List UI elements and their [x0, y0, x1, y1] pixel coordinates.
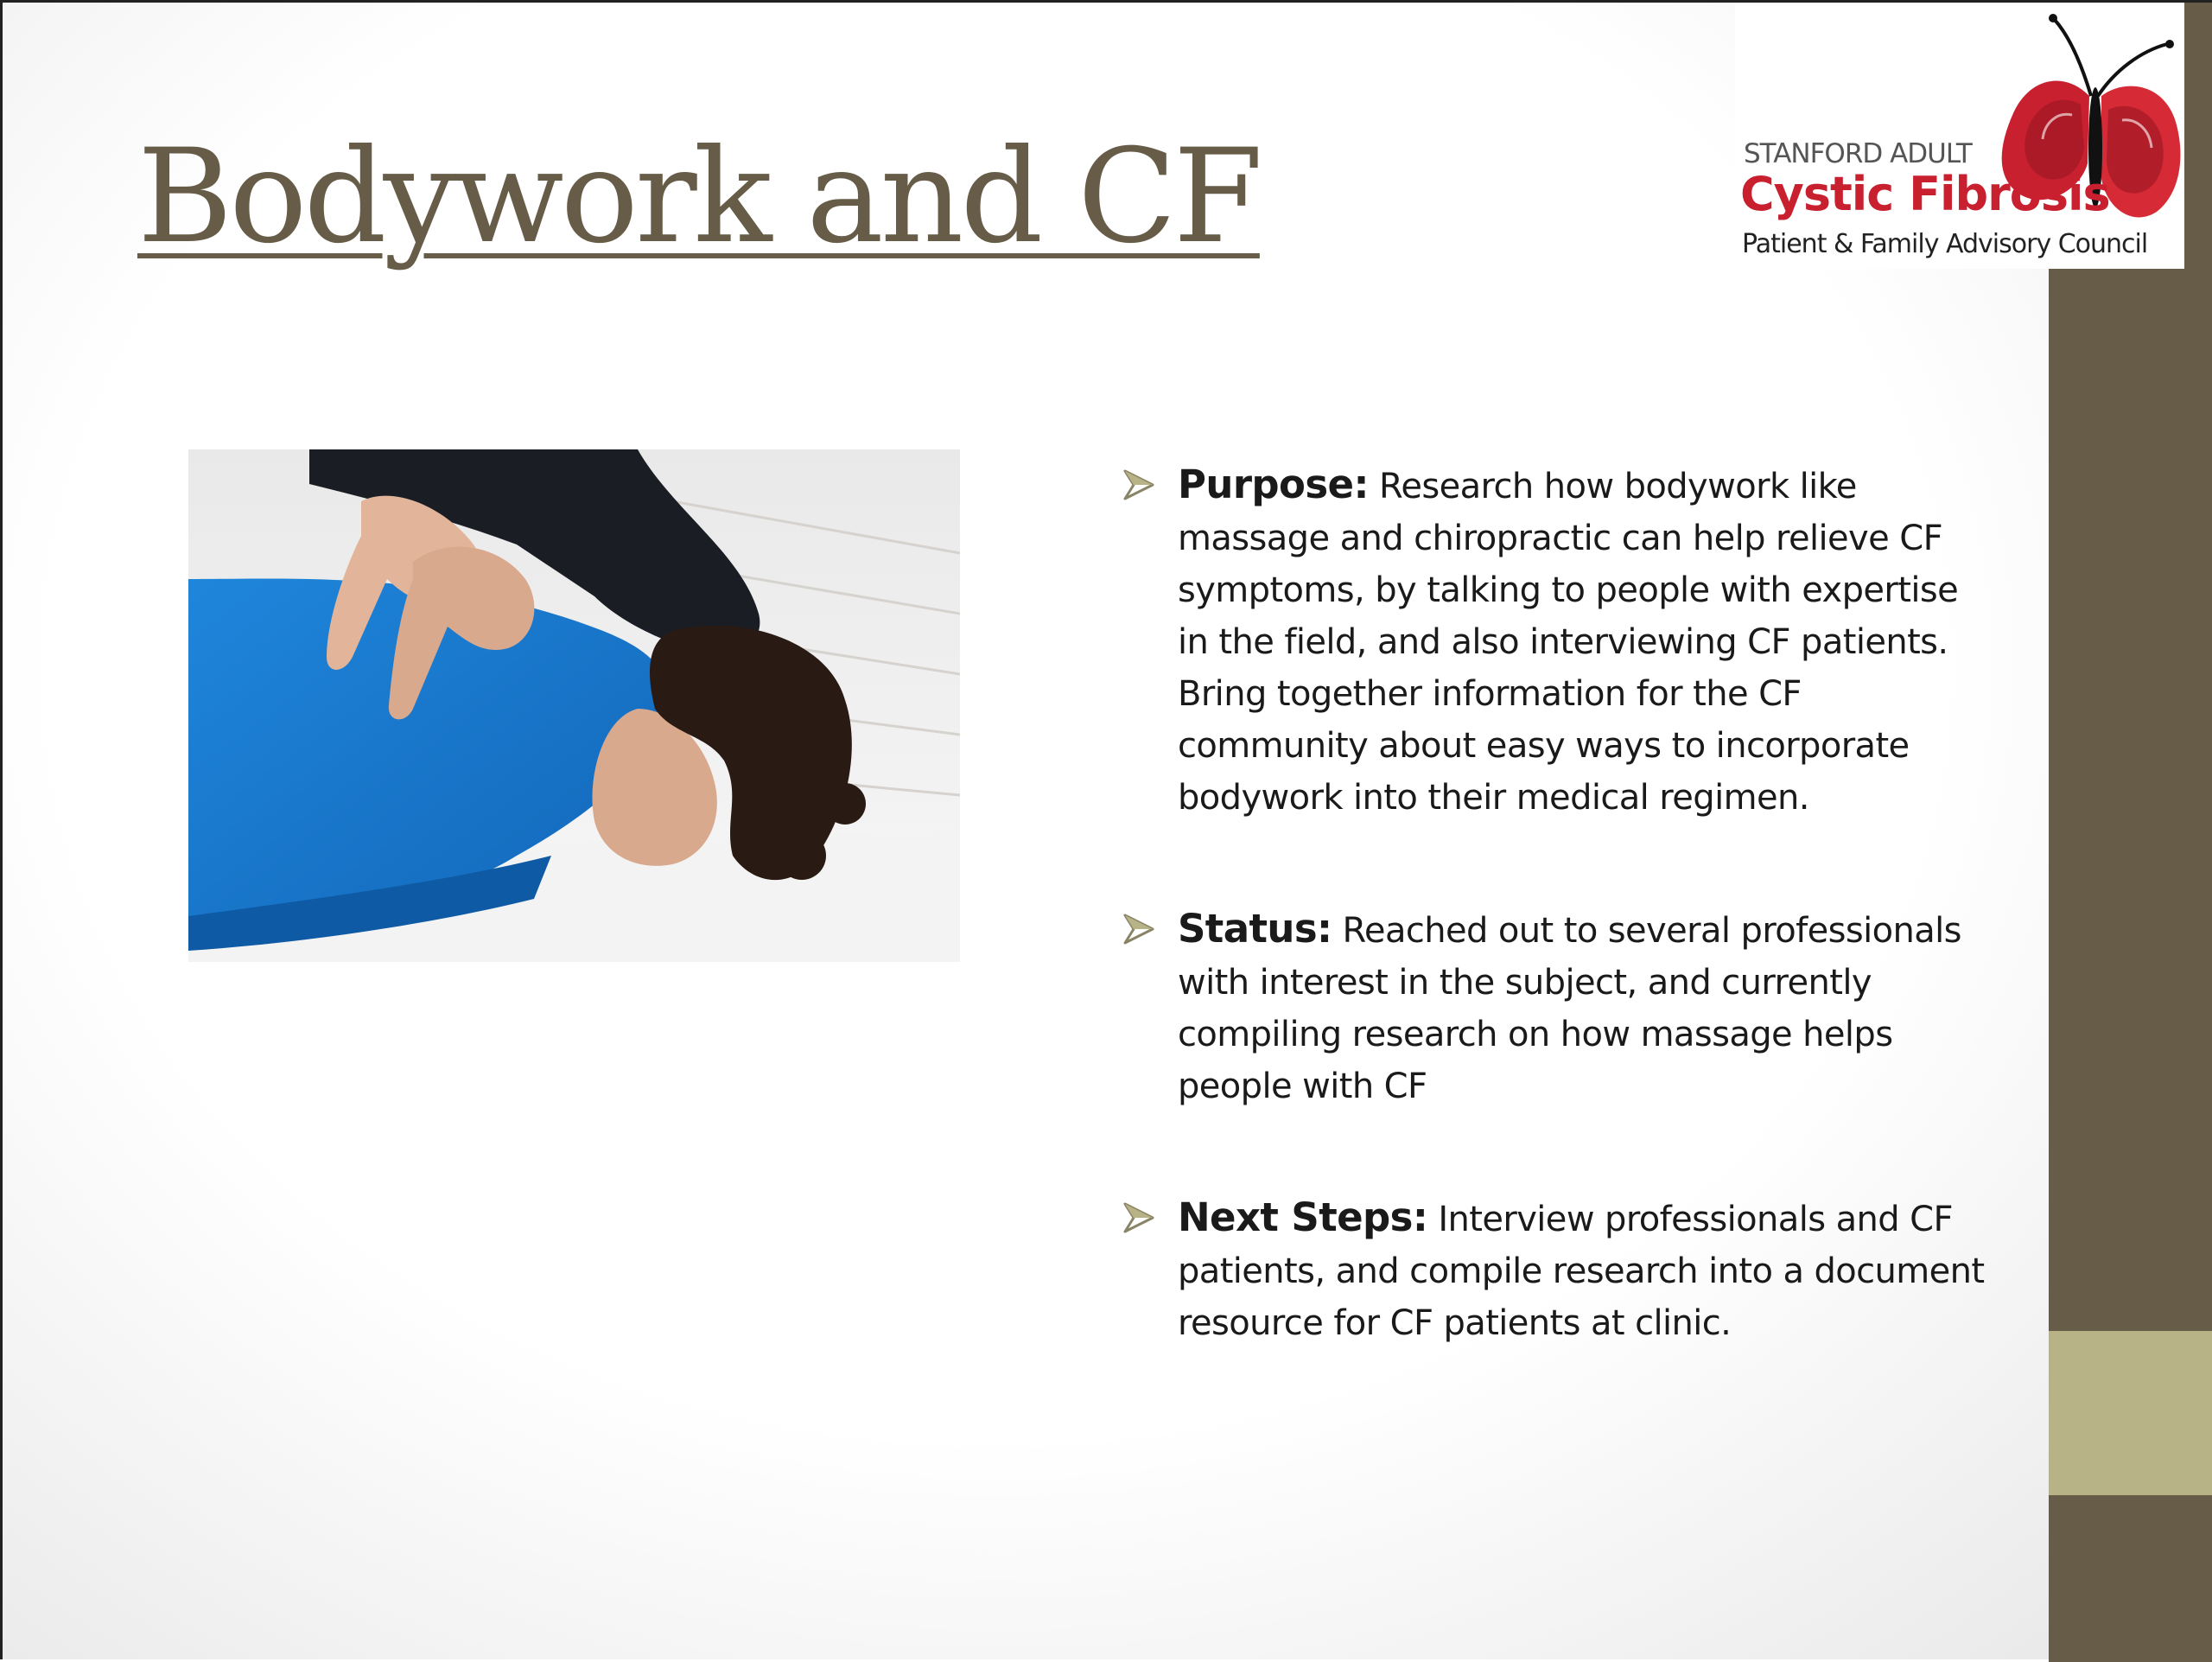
arrowhead-bullet-icon — [1122, 1200, 1156, 1235]
logo — [1735, 3, 2184, 269]
bullet-label-purpose: Purpose: — [1178, 462, 1369, 507]
massage-photo — [188, 449, 960, 962]
bullet-text-purpose: Research how bodywork like massage and chiropractic can help relieve CF symptoms, by talking to people with expertise in the field, and also interviewing CF patients. Bring together information for the CF community about easy ways to incorporate bodywork into their medical regimen. — [1178, 467, 1959, 818]
bullet-text-status: Reached out to several professionals with interest in the subject, and currently compiling research on how massage helps people with CF — [1178, 911, 1961, 1106]
bullet-purpose — [1122, 459, 1986, 824]
bullet-list — [1122, 459, 1986, 1349]
slide-title: Bodywork and CF — [137, 122, 1260, 272]
bullet-text-next-steps: Interview professionals and CF patients, and compile research into a document resource for CF patients at clinic. — [1178, 1200, 1985, 1343]
arrowhead-bullet-icon — [1122, 468, 1156, 502]
bullet-label-status: Status: — [1178, 906, 1332, 952]
logo-line-stanford-adult: STANFORD ADULT — [1744, 138, 1972, 169]
massage-illustration — [188, 449, 960, 962]
arrowhead-bullet-icon — [1122, 912, 1156, 946]
bullet-next-steps — [1122, 1192, 1986, 1349]
bullet-label-next-steps: Next Steps: — [1178, 1194, 1428, 1240]
side-bar-accent — [2049, 1331, 2212, 1495]
bullet-status — [1122, 903, 1986, 1112]
logo-line-cystic-fibrosis: Cystic Fibrosis — [1740, 167, 2110, 221]
logo-line-advisory-council: Patient & Family Advisory Council — [1742, 229, 2148, 259]
